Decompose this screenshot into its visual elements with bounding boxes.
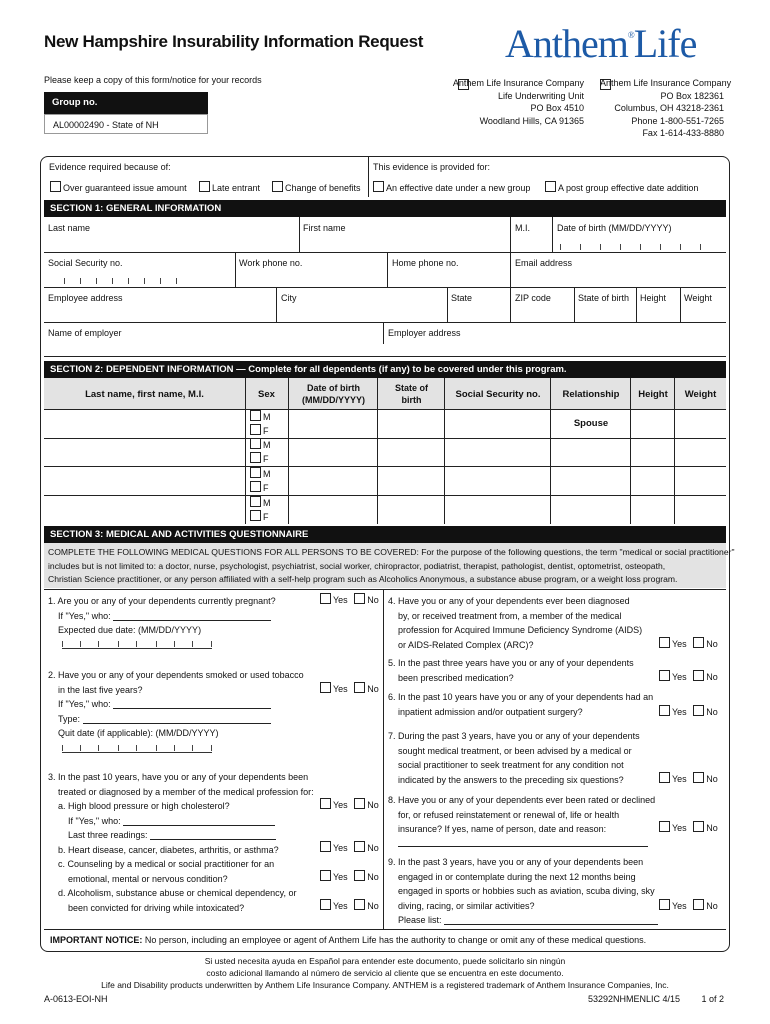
sex-checkboxes-row-1[interactable]: M F [250,410,271,438]
col-dob-header: Date of birth (MM/DD/YYYY) [302,383,365,405]
due-date-segments[interactable] [62,638,212,649]
ssn-segments [64,278,184,285]
question-4: 4. Have you or any of your dependents ever been diagnosed by, or received treatment from, a member of the medical profession for Acquired Immune Deficiency Syndrome (AIDS) or AIDS-Related Complex (ARC)? [388,596,643,650]
keep-copy-note: Please keep a copy of this form/notice for your records [44,75,262,85]
form-code: A-0613-EOI-NH [44,994,108,1004]
q2-yes-no[interactable]: Yes No [320,682,379,695]
spanish-notice: Si usted necesita ayuda en Español para entender este documento, puede solicitarlo sin ningún costo adicional llamando al número de servicio al cliente que se encuentra en este documento. [204,956,566,978]
evidence-required-label: Evidence required because of: [49,162,171,172]
q8-yes-no[interactable]: Yes No [659,821,718,834]
mi-field[interactable]: M.I. [515,223,530,233]
q6-yes-no[interactable]: Yes No [659,705,718,718]
question-1: 1. Are you or any of your dependents currently pregnant? If "Yes," who: Expected due date: (MM/DD/YYYY) [48,596,276,635]
important-notice: IMPORTANT NOTICE: No person, including an employee or agent of Anthem Life has the authority to change or omit any of these medical questions. [50,935,647,945]
dob-segments [560,244,720,251]
col-sex-header: Sex [258,389,275,400]
anthem-life-logo: Anthem®Life [505,21,697,66]
address-block-2: Anthem Life Insurance Company PO Box 182361 Columbus, OH 43218-2361 Phone 1-800-551-7265 Fax 1-614-433-8880 [600,78,732,138]
state-of-birth-field[interactable]: State of birth [578,293,630,303]
group-label: Group no. [44,92,208,114]
legal-line: Life and Disability products underwritten by Anthem Life Insurance Company. ANTHEM is a registered trademark of Anthem Insurance Companies, Inc. [101,980,669,990]
q8-answer-line[interactable] [398,846,648,847]
change-of-benefits-checkbox[interactable]: Change of benefits [272,181,361,194]
q3c-yes-no[interactable]: Yes No [320,870,379,883]
question-2: 2. Have you or any of your dependents smoked or used tobacco in the last five years? If "Yes," who: Type: Quit date (if applicable): (MM/DD/YYYY) [48,670,304,738]
zip-field[interactable]: ZIP code [515,293,551,303]
question-8: 8. Have you or any of your dependents ever been rated or declined for, or refused reinstatement or renewal of, life or health insurance? If yes, name of person, date and reason: [388,795,656,834]
dob-field[interactable]: Date of birth (MM/DD/YYYY) [557,223,672,233]
section-3-intro: COMPLETE THE FOLLOWING MEDICAL QUESTIONS FOR ALL PERSONS TO BE COVERED: For the purpose of the following questions, the term "medical or social practitioner" includes but is not limited to: a doctor, nurse, psychologist, psychiatrist, social worker, chiropractor, podiatrist, therapist, pathologist, dentist, optometrist, osteopath, Christian Science practitioner, or any person affiliated with a self-help program such as Alcoholics Anonymous, a substance abuse program, or a weight loss program. [48,547,735,584]
post-group-addition-checkbox[interactable]: A post group effective date addition [545,181,698,194]
question-5: 5. In the past three years have you or any of your dependents been prescribed medication? [388,658,634,683]
page-number: 1 of 2 [701,994,724,1004]
form-number: 53292NHMENLIC 4/15 [587,994,680,1004]
address-block-1: Anthem Life Insurance Company Life Underwriting Unit PO Box 4510 Woodland Hills, CA 91365 [452,78,584,126]
q3a-yes-no[interactable]: Yes No [320,798,379,811]
spouse-label: Spouse [573,418,609,429]
section-2-header: SECTION 2: DEPENDENT INFORMATION — Complete for all dependents (if any) to be covered under this program. [44,361,726,378]
work-phone-field[interactable]: Work phone no. [239,258,303,268]
question-6: 6. In the past 10 years have you or any of your dependents had an inpatient admission and/or outpatient surgery? [388,692,654,717]
question-3: 3. In the past 10 years, have you or any of your dependents been treated or diagnosed by a member of the medical profession for: a. High blood pressure or high cholesterol? If "Yes," who: Last three readings: b. Heart disease, cancer, diabetes, arthritis, or asthma? c. Counseling by a medical or social practitioner for an emotional, mental or nervous condition? d. Alcoholism, substance abuse or chemical dependency, or been convicted for driving while intoxicated? [48,772,314,913]
ssn-field[interactable]: Social Security no. [48,258,123,268]
col-sob-header: State of birth [394,383,428,405]
employer-name-field[interactable]: Name of employer [48,328,122,338]
col-height-header: Height [638,389,668,400]
evidence-provided-label: This evidence is provided for: [373,162,491,172]
page-title: New Hampshire Insurability Information Request [44,32,424,51]
late-entrant-checkbox[interactable]: Late entrant [199,181,260,194]
quit-date-segments[interactable] [62,742,212,753]
q7-yes-no[interactable]: Yes No [659,772,718,785]
col-name-header: Last name, first name, M.I. [85,389,204,400]
email-field[interactable]: Email address [515,258,573,268]
over-guaranteed-checkbox[interactable]: Over guaranteed issue amount [50,181,187,194]
city-field[interactable]: City [281,293,297,303]
sex-checkboxes-row-2[interactable]: M F [250,438,271,466]
q4-yes-no[interactable]: Yes No [659,637,718,650]
col-weight-header: Weight [684,389,717,400]
q3b-yes-no[interactable]: Yes No [320,841,379,854]
question-7: 7. During the past 3 years, have you or any of your dependents sought medical treatment, or been advised by a medical or social practitioner to seek treatment for any condition not indicated by the answers to the preceding six questions? [388,731,640,785]
section-1-header: SECTION 1: GENERAL INFORMATION [44,200,726,217]
question-9: 9. In the past 3 years, have you or any of your dependents been engaged in or contemplate during the next 12 months being engaged in sports or hobbies such as aviation, scuba diving, sky diving, racing, or similar activities? Please list: [388,855,658,928]
first-name-field[interactable]: First name [303,223,346,233]
section-3-header: SECTION 3: MEDICAL AND ACTIVITIES QUESTIONNAIRE [44,526,726,543]
last-name-field[interactable]: Last name [48,223,91,233]
state-field[interactable]: State [451,293,473,303]
new-group-checkbox[interactable]: An effective date under a new group [373,181,530,194]
height-field[interactable]: Height [640,293,667,303]
q1-yes-no[interactable]: Yes No [320,593,379,606]
q3d-yes-no[interactable]: Yes No [320,899,379,912]
q9-yes-no[interactable]: Yes No [659,899,718,912]
employer-address-field[interactable]: Employer address [388,328,461,338]
col-ssn-header: Social Security no. [455,389,541,400]
sex-checkboxes-row-3[interactable]: M F [250,467,271,495]
sex-checkboxes-row-4[interactable]: M F [250,496,271,524]
home-phone-field[interactable]: Home phone no. [392,258,459,268]
group-number-field[interactable]: AL00002490 - State of NH [44,114,208,134]
employee-address-field[interactable]: Employee address [48,293,123,303]
col-relationship-header: Relationship [562,389,620,400]
q5-yes-no[interactable]: Yes No [659,670,718,683]
weight-field[interactable]: Weight [684,293,712,303]
